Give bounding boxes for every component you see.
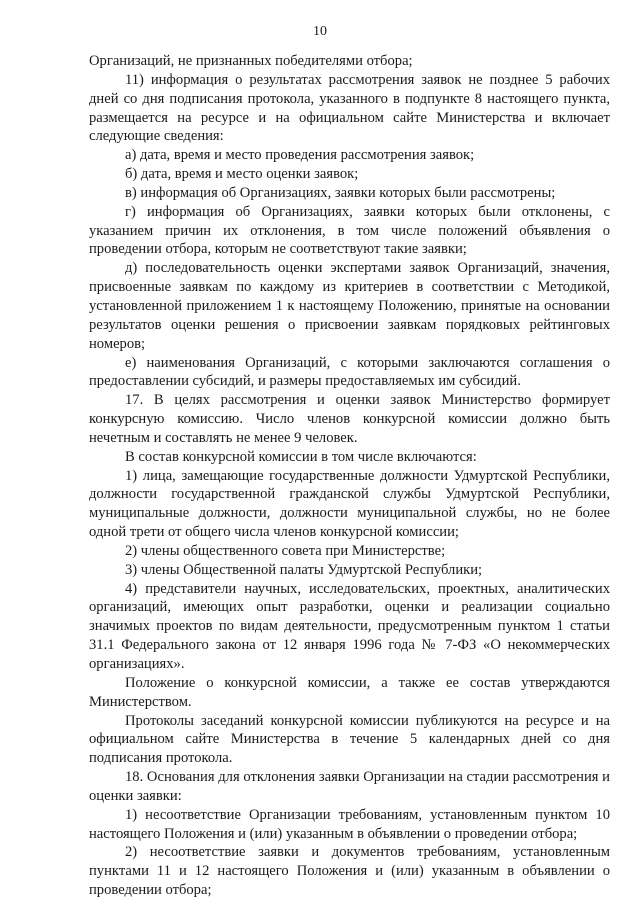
paragraph-subitem-b: б) дата, время и место оценки заявок; — [125, 166, 359, 183]
paragraph-subitem-d: д) последовательность оценки экспертами заявок Организаций, значения, присвоенные заявкам по каждому из критериев в соответствии с Методикой, установленной приложением 1 к настоящему Положению, принятые на основании результатов оценки решения о присвоении заявкам порядковых рейтинговых номеров; — [89, 260, 610, 352]
document-body — [89, 52, 610, 900]
paragraph-member-1: 1) лица, замещающие государственные должности Удмуртской Республики, должности государственной гражданской службы Удмуртской Республики, муниципальные должности, должности муниципальной службы, но не более одной трети от общего числа членов конкурсной комиссии; — [89, 467, 610, 541]
paragraph-subitem-g: г) информация об Организациях, заявки которых были отклонены, с указанием причин их отклонения, в том числе положений объявления о проведении отбора, которым не соответствуют такие заявки; — [89, 203, 610, 258]
paragraph-subitem-a: а) дата, время и место проведения рассмотрения заявок; — [125, 147, 475, 164]
page-number: 10 — [313, 24, 327, 39]
paragraph-continuation: Организаций, не признанных победителями отбора; — [89, 53, 413, 69]
paragraph-member-3: 3) члены Общественной палаты Удмуртской Республики; — [125, 561, 483, 578]
paragraph-member-2: 2) члены общественного совета при Министерстве; — [125, 542, 446, 559]
paragraph-reason-1: 1) несоответствие Организации требованиям, установленным пунктом 10 настоящего Положения и (или) указанным в объявлении о проведении отбора; — [89, 806, 610, 842]
paragraph-member-4: 4) представители научных, исследовательских, проектных, аналитических организаций, имеющих опыт разработки, оценки и реализации социально значимых проектов по видам деятельности, предусмотренным пунктом 1 статьи 31.1 Федерального закона от 12 января 1996 года № 7-ФЗ «О некоммерческих организациях». — [89, 580, 610, 672]
paragraph-protocols: Протоколы заседаний конкурсной комиссии публикуются на ресурсе и на официальном сайте Министерства в течение 5 календарных дней со дня подписания протокола. — [89, 712, 610, 767]
paragraph-section-18: 18. Основания для отклонения заявки Организации на стадии рассмотрения и оценки заявки: — [89, 769, 610, 804]
paragraph-subitem-e: е) наименования Организаций, с которыми заключаются соглашения о предоставлении субсидий, и размеры предоставляемых им субсидий. — [89, 354, 610, 390]
paragraph-subitem-v: в) информация об Организациях, заявки которых были рассмотрены; — [125, 184, 556, 201]
paragraph-reason-2: 2) несоответствие заявки и документов требованиям, установленным пунктами 11 и 12 настоящего Положения и (или) указанным в объявлении о проведении отбора; — [89, 844, 610, 899]
paragraph-commission-composition: В состав конкурсной комиссии в том числе включаются: — [125, 448, 477, 465]
paragraph-section-17: 17. В целях рассмотрения и оценки заявок Министерство формирует конкурсную комиссию. Число членов конкурсной комиссии должно быть нечетным и составлять не менее 9 человек. — [89, 392, 610, 446]
paragraph-item-11: 11) информация о результатах рассмотрения заявок не позднее 5 рабочих дней со дня подписания протокола, указанного в подпункте 8 настоящего пункта, размещается на ресурсе и на официальном сайте Министерства и включает следующие сведения: — [89, 71, 610, 145]
paragraph-commission-regulation: Положение о конкурсной комиссии, а также ее состав утверждаются Министерством. — [89, 674, 610, 710]
